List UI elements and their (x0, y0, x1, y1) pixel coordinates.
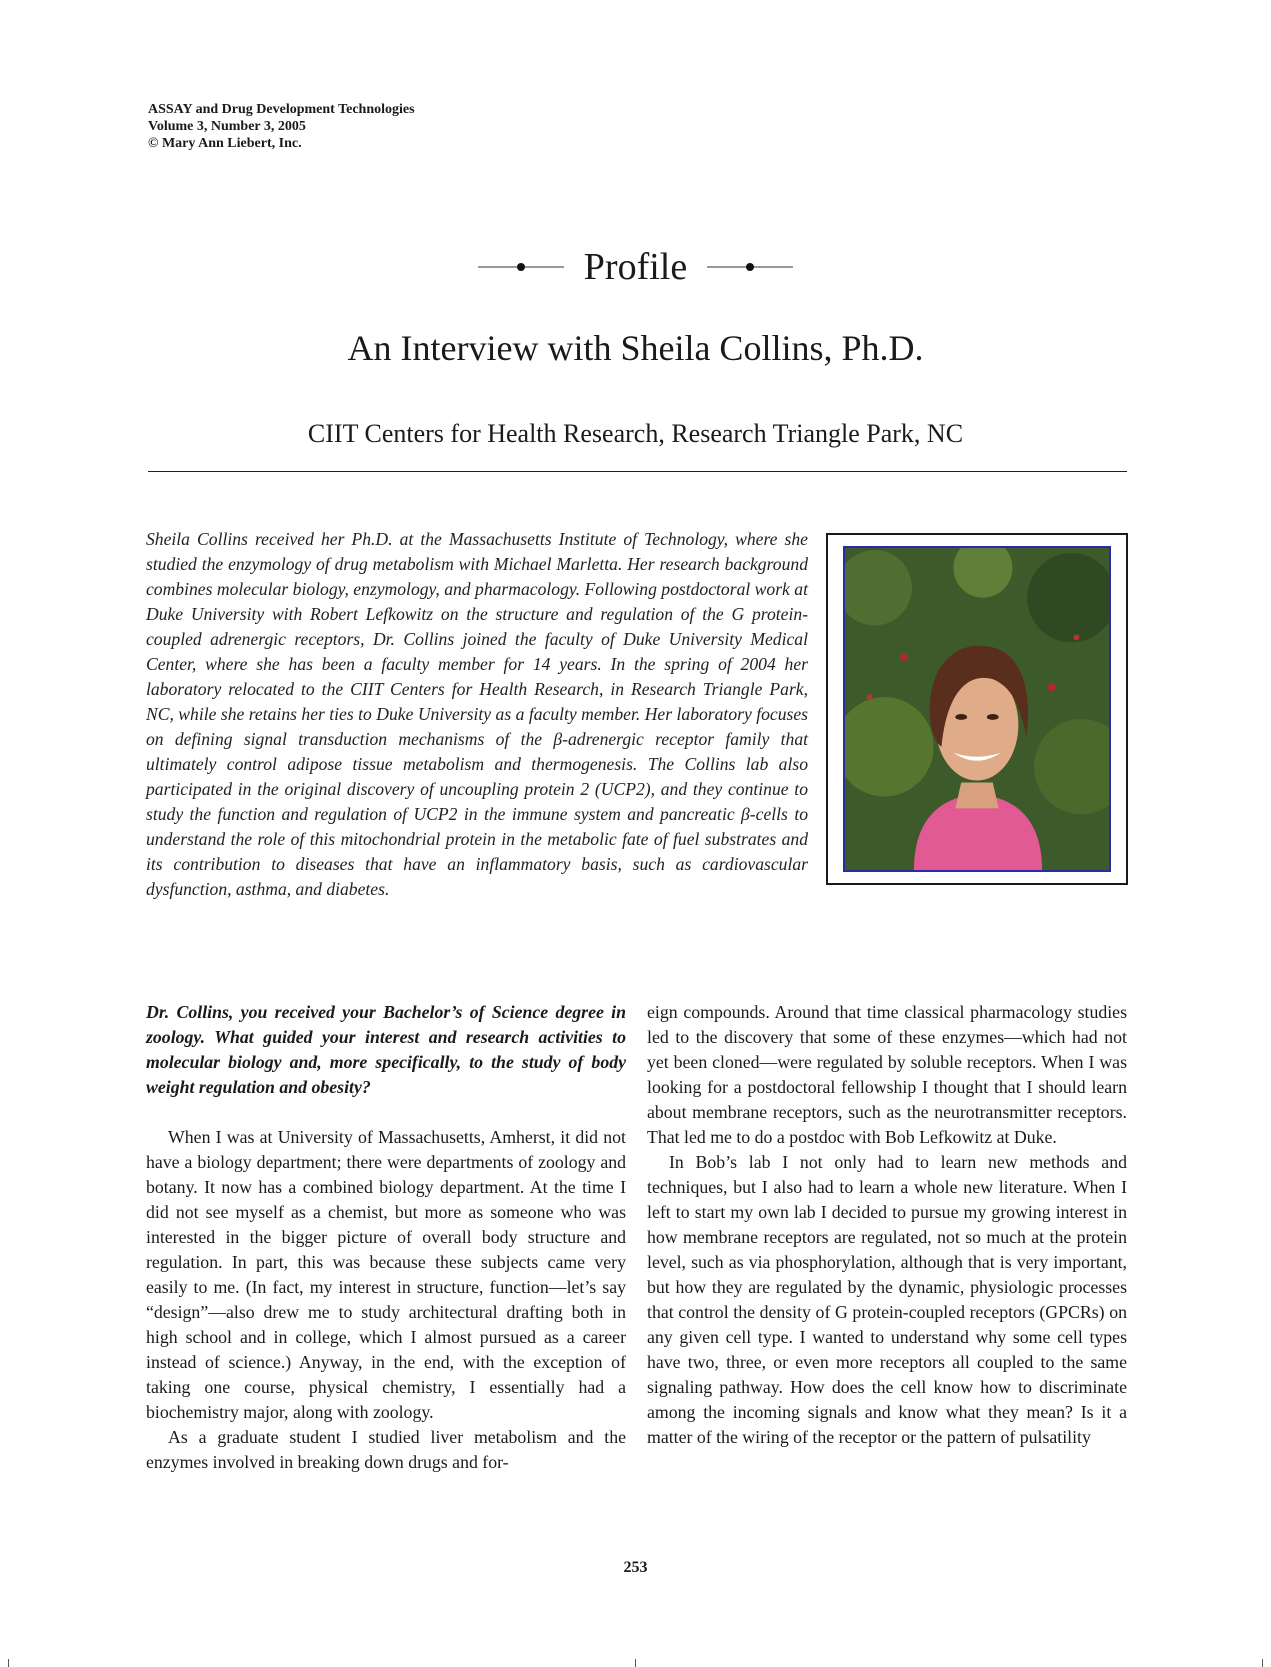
abstract (146, 527, 1128, 902)
crop-mark (8, 1659, 9, 1667)
body-column-left (146, 1000, 626, 1475)
body-column-right (647, 1000, 1127, 1450)
portrait-photo (843, 546, 1111, 872)
body-paragraph: eign compounds. Around that time classical pharmacology studies led to the discovery that some of these enzymes—which had not yet been cloned—were regulated by soluble receptors. When I was looking for a postdoctoral fellowship I thought that I should learn about membrane receptors, such as the neurotransmitter receptors. That led me to do a postdoc with Bob Lefkowitz at Duke. (647, 1002, 1127, 1147)
section-heading (0, 244, 1271, 290)
body-paragraph: As a graduate student I studied liver metabolism and the enzymes involved in breaking down drugs and for- (146, 1427, 626, 1472)
ornament-left-icon (478, 260, 564, 274)
crop-mark (635, 1659, 636, 1667)
crop-mark (1262, 1659, 1263, 1667)
journal-volume: Volume 3, Number 3, 2005 (148, 119, 306, 134)
body-paragraph: When I was at University of Massachusetts, Amherst, it did not have a biology department; there were departments of zoology and botany. It now has a combined biology department. At the time I did not see myself as a chemist, but more as someone who was interested in the bigger picture of overall body structure and regulation. In part, this was because these subjects came very easily to me. (In fact, my interest in structure, function—let’s say “design”—also drew me to study architectural drafting both in high school and in college, which I almost pursued as a career instead of science.) Anyway, in the end, with the exception of taking one course, physical chemistry, I essentially had a biochemistry major, along with zoology. (146, 1127, 626, 1422)
article-title: An Interview with Sheila Collins, Ph.D. (347, 328, 924, 368)
interview-question: Dr. Collins, you received your Bachelor’s of Science degree in zoology. What guided your interest and research activities to molecular biology and, more specifically, to the study of body weight regulation and obesity? (146, 1002, 626, 1097)
affiliation: CIIT Centers for Health Research, Research Triangle Park, NC (307, 419, 964, 448)
journal-header (148, 101, 415, 152)
abstract-text: Sheila Collins received her Ph.D. at the Massachusetts Institute of Technology, where she studied the enzymology of drug metabolism with Michael Marletta. Her research background combines molecular biology, enzymology, and pharmacology. Following postdoctoral work at Duke University with Robert Lefkowitz on the structure and regulation of the G protein-coupled adrenergic receptors, Dr. Collins joined the faculty of Duke University Medical Center, where she has been a faculty member for 14 years. In the spring of 2004 her laboratory relocated to the CIIT Centers for Health Research, in Research Triangle Park, NC, while she retains her ties to Duke University as a faculty member. Her laboratory focuses on defining signal transduction mechanisms of the β-adrenergic receptor family that ultimately control adipose tissue metabolism and thermogenesis. The Collins lab also participated in the original discovery of uncoupling protein 2 (UCP2), and they continue to study the function and regulation of UCP2 in the immune system and pancreatic β-cells to understand the role of this mitochondrial protein in the metabolic fate of fuel substrates and its contribution to diseases that have an inflammatory basis, such as cardiovascular dysfunction, asthma, and diabetes. (146, 529, 808, 899)
page-number: 253 (623, 1559, 648, 1576)
portrait-frame (826, 533, 1128, 885)
section-label: Profile (583, 246, 688, 288)
title-divider (148, 471, 1127, 472)
journal-name: ASSAY and Drug Development Technologies (148, 102, 415, 117)
body-paragraph: In Bob’s lab I not only had to learn new methods and techniques, but I also had to learn a whole new literature. When I left to start my own lab I decided to pursue my growing interest in how membrane receptors are regulated, not so much at the protein level, such as via phosphorylation, although that is very important, but how they are regulated by the dynamic, physiologic processes that control the density of G protein-coupled receptors (GPCRs) on any given cell type. I wanted to understand why some cell types have two, three, or even more receptors all coupled to the same signaling pathway. How does the cell know how to discriminate among the incoming signals and know what they mean? Is it a matter of the wiring of the receptor or the pattern of pulsatility (647, 1152, 1127, 1447)
journal-copyright: © Mary Ann Liebert, Inc. (148, 136, 302, 151)
ornament-right-icon (707, 260, 793, 274)
